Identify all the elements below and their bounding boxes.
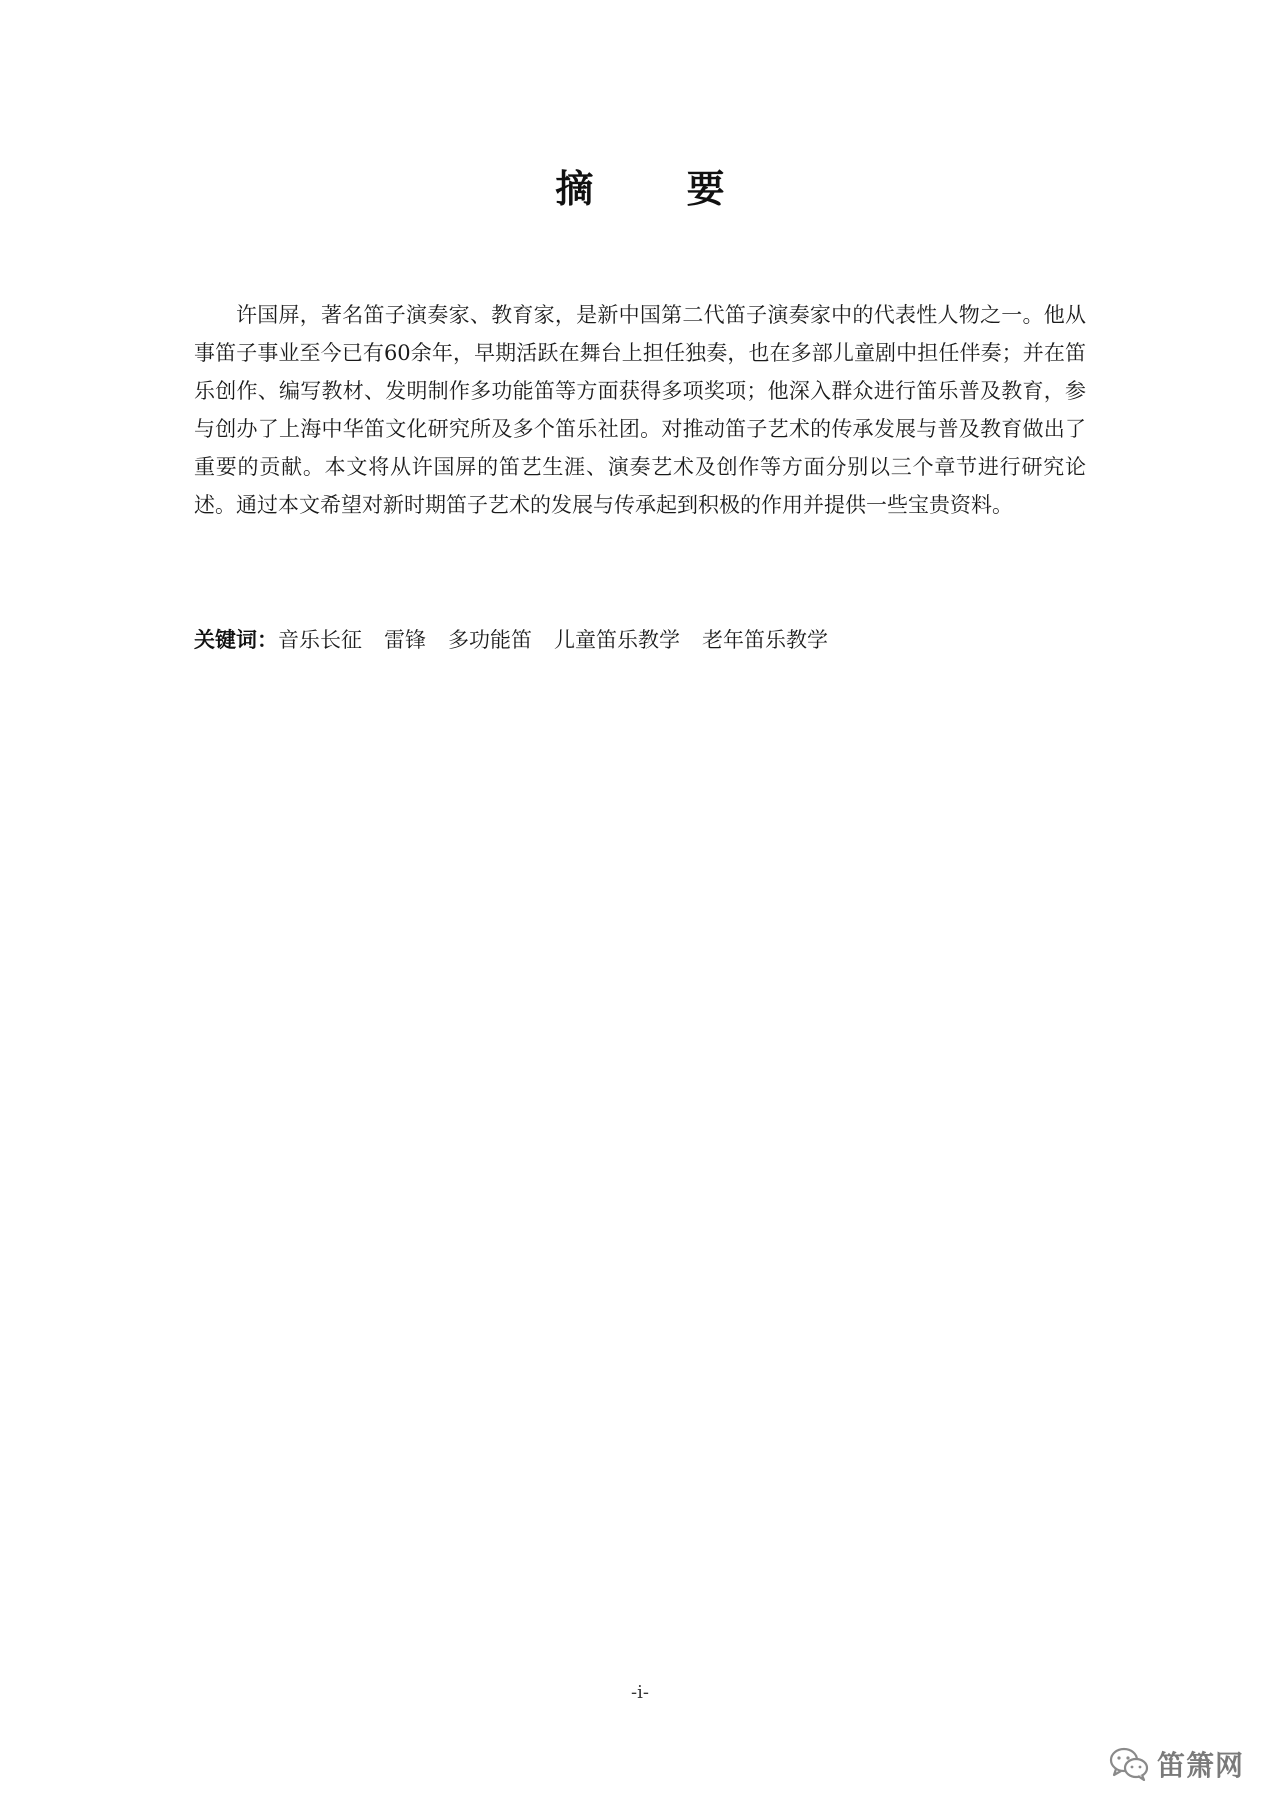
keyword-item: 儿童笛乐教学 — [554, 628, 680, 652]
watermark-text: 笛箫网 — [1156, 1749, 1244, 1782]
page-number: -i- — [631, 1682, 649, 1703]
page-title: 摘 要 — [555, 167, 765, 211]
keyword-item: 雷锋 — [384, 628, 426, 652]
keywords-line — [194, 621, 1086, 659]
wechat-icon — [1109, 1747, 1149, 1781]
keywords-label: 关键词： — [194, 628, 278, 652]
keyword-item: 多功能笛 — [448, 628, 532, 652]
watermark — [1109, 1744, 1244, 1784]
keyword-item: 老年笛乐教学 — [702, 628, 828, 652]
abstract-paragraph: 许国屏，著名笛子演奏家、教育家，是新中国第二代笛子演奏家中的代表性人物之一。他从事笛子事业至今已有60余年，早期活跃在舞台上担任独奏，也在多部儿童剧中担任伴奏；并在笛乐创作、编写教材、发明制作多功能笛等方面获得多项奖项；他深入群众进行笛乐普及教育，参与创办了上海中华笛文化研究所及多个笛乐社团。对推动笛子艺术的传承发展与普及教育做出了重要的贡献。本文将从许国屏的笛艺生涯、演奏艺术及创作等方面分别以三个章节进行研究论述。通过本文希望对新时期笛子艺术的发展与传承起到积极的作用并提供一些宝贵资料。 — [194, 303, 1086, 517]
keyword-item: 音乐长征 — [278, 628, 362, 652]
